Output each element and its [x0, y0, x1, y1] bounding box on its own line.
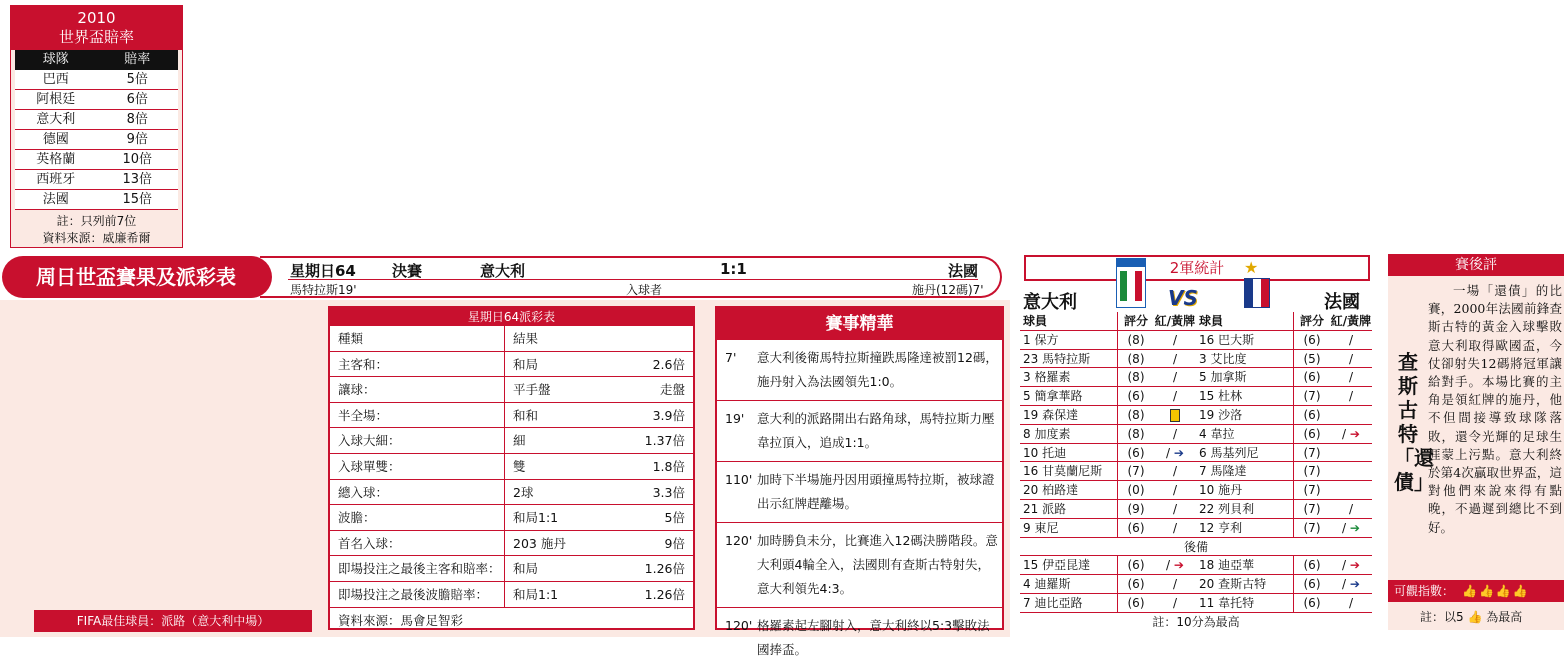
player-row: [1020, 462, 1372, 481]
odds-row: [15, 130, 178, 150]
player-row: [1020, 519, 1372, 538]
stats-note: 註：10分為最高: [1152, 614, 1240, 629]
highlight-text: 意大利的派路開出右路角球，馬特拉斯力壓韋拉頂入，追成1:1。: [757, 411, 995, 450]
player-row: [1020, 575, 1372, 594]
player-cards: /: [1348, 351, 1354, 366]
odds-header: 球隊 賠率: [15, 50, 178, 70]
payout-row: [330, 505, 693, 531]
payout-odds: 1.8倍: [652, 458, 685, 474]
player-name: 12 亨利: [1196, 519, 1294, 537]
payout-type: 即場投注之最後主客和賠率：: [330, 556, 505, 581]
player-cards: [1330, 462, 1372, 480]
player-name: 23 馬特拉斯: [1020, 350, 1118, 368]
player-cards: [1330, 406, 1372, 424]
player-row: [1020, 350, 1372, 369]
away-team: 法國: [948, 262, 979, 280]
player-name: 5 簡拿華路: [1020, 387, 1118, 405]
payout-type: 讓球：: [330, 377, 505, 402]
player-rating: (6): [1127, 558, 1145, 573]
player-rating: (7): [1303, 464, 1321, 479]
payout-type: 首名入球：: [330, 531, 505, 556]
player-rating: (6): [1127, 520, 1145, 535]
player-cards: / ➔: [1166, 445, 1184, 460]
sub-arrow-icon: ➔: [1173, 445, 1184, 460]
player-cards: [1330, 444, 1372, 462]
stats-away-team: 法國: [1324, 292, 1360, 313]
player-rating: (6): [1127, 595, 1145, 610]
highlight-text: 加時勝負未分，比賽進入12碼決勝階段。意大利頭4輪全入，法國則有查斯古特射失，意大利領先4:3。: [757, 533, 998, 596]
rating-thumbs: [1462, 580, 1530, 602]
odds-note: 註：只列前7位 資料來源：威廉希爾: [42, 214, 151, 245]
scorer-label: 入球者: [626, 283, 663, 297]
player-row: [1020, 481, 1372, 500]
payout-result: 和局1:1: [513, 586, 559, 602]
highlight-item: [717, 608, 1002, 668]
payout-odds: 2.6倍: [652, 356, 685, 372]
player-name: 7 迪比亞路: [1020, 594, 1118, 612]
vs-icon: VS: [1168, 286, 1198, 310]
player-name: 15 伊亞昆達: [1020, 556, 1118, 574]
payout-odds: 1.37倍: [644, 433, 685, 449]
player-cards: /: [1348, 332, 1354, 347]
payout-type: 波膽：: [330, 505, 505, 530]
player-cards: /: [1172, 483, 1178, 498]
stats-home-team: 意大利: [1023, 292, 1077, 313]
player-cards: /: [1348, 595, 1354, 610]
italy-crest-icon: [1116, 258, 1146, 308]
payout-odds: 3.9倍: [652, 407, 685, 423]
match-header: [260, 256, 1002, 298]
player-cards: / ➔: [1342, 426, 1360, 441]
highlight-item: [717, 462, 1002, 523]
highlight-text: 加時下半場施丹因用頭撞馬特拉斯，被球證出示紅牌趕離場。: [757, 472, 995, 511]
player-cards: / ➔: [1342, 558, 1360, 573]
score: 1:1: [720, 260, 747, 278]
odds-rows: [11, 70, 182, 210]
odds-team: 阿根廷: [36, 92, 76, 107]
player-rating: (7): [1303, 520, 1321, 535]
odds-row: [15, 70, 178, 90]
player-name: 6 馬基列尼: [1196, 444, 1294, 462]
player-cards: /: [1172, 577, 1178, 592]
payout-odds: 1.26倍: [644, 586, 685, 602]
rating-note: 註：以5 👍 為最高: [1420, 610, 1523, 624]
player-rating: (8): [1127, 407, 1145, 422]
payout-result: 和和: [513, 407, 539, 423]
player-name: 8 加度素: [1020, 425, 1118, 443]
player-cards: /: [1172, 520, 1178, 535]
home-scorer: 馬特拉斯19': [290, 283, 357, 297]
player-name: 3 艾比度: [1196, 350, 1294, 368]
payout-row: [330, 556, 693, 582]
player-name: 4 韋拉: [1196, 425, 1294, 443]
player-rating: (7): [1303, 445, 1321, 460]
payout-odds: 3.3倍: [652, 484, 685, 500]
payout-title: 星期日64派彩表: [330, 308, 693, 326]
player-rating: (6): [1303, 332, 1321, 347]
odds-value: 8倍: [126, 112, 148, 127]
highlight-time: 120': [725, 618, 753, 633]
odds-team: 意大利: [36, 112, 76, 127]
odds-team: 德國: [42, 132, 69, 147]
player-row: [1020, 368, 1372, 387]
player-row: [1020, 331, 1372, 350]
player-rating: (6): [1303, 558, 1321, 573]
highlight-text: 格羅素起左腳射入，意大利終以5:3擊敗法國捧盃。: [757, 618, 990, 657]
home-team: 意大利: [480, 262, 526, 280]
highlight-time: 120': [725, 533, 753, 548]
payout-row: [330, 352, 693, 378]
bench-label: 後備: [1020, 538, 1372, 557]
player-row: [1020, 406, 1372, 425]
player-rating: (6): [1303, 370, 1321, 385]
payout-type: 即場投注之最後波膽賠率：: [330, 582, 505, 607]
odds-box: [10, 5, 183, 248]
thumb-icon: 👍: [1467, 610, 1483, 624]
payout-row: [330, 428, 693, 454]
highlight-item: [717, 523, 1002, 608]
yellow-card-icon: [1170, 409, 1180, 422]
player-rating: (7): [1127, 464, 1145, 479]
sub-arrow-icon: ➔: [1173, 558, 1184, 573]
mvp-banner: FIFA最佳球員：派路（意大利中場）: [34, 610, 312, 632]
player-row: [1020, 594, 1372, 613]
player-name: 10 托迪: [1020, 444, 1118, 462]
player-name: 9 東尼: [1020, 519, 1118, 537]
player-cards: /: [1348, 389, 1354, 404]
player-rating: (6): [1303, 577, 1321, 592]
thumb-icon: 👍: [1478, 584, 1496, 598]
player-cards: /: [1348, 370, 1354, 385]
player-row: [1020, 387, 1372, 406]
player-name: 19 森保達: [1020, 406, 1118, 424]
away-scorer: 施丹(12碼)7': [912, 283, 984, 297]
odds-value: 6倍: [126, 92, 148, 107]
odds-row: [15, 150, 178, 170]
player-name: 1 保方: [1020, 331, 1118, 349]
highlight-item: [717, 401, 1002, 462]
payout-row: [330, 531, 693, 557]
odds-value: 5倍: [126, 72, 148, 87]
highlights-box: [715, 306, 1004, 657]
odds-team: 英格蘭: [36, 152, 76, 167]
review-headline: 查斯古特「還債」: [1394, 350, 1434, 494]
payout-result: 細: [513, 433, 526, 449]
payout-result: 和局: [513, 356, 539, 372]
player-row: [1020, 425, 1372, 444]
sub-arrow-icon: ➔: [1349, 426, 1360, 441]
review-title: 賽後評: [1388, 254, 1564, 276]
player-cards: [1330, 481, 1372, 499]
player-cards: /: [1172, 464, 1178, 479]
player-row: [1020, 500, 1372, 519]
player-rating: (6): [1303, 595, 1321, 610]
odds-row: [15, 190, 178, 210]
player-name: 3 格羅素: [1020, 368, 1118, 386]
highlight-time: 19': [725, 411, 745, 426]
player-rating: (6): [1303, 426, 1321, 441]
player-cards: /: [1172, 426, 1178, 441]
player-cards: /: [1348, 501, 1354, 516]
player-cards: /: [1172, 501, 1178, 516]
payout-type: 總入球：: [330, 480, 505, 505]
player-cards: / ➔: [1166, 558, 1184, 573]
player-rating: (7): [1303, 389, 1321, 404]
player-cards: / ➔: [1342, 520, 1360, 535]
player-name: 21 派路: [1020, 500, 1118, 518]
team-stats: [1020, 254, 1372, 630]
odds-value: 9倍: [126, 132, 148, 147]
payout-odds: 走盤: [659, 382, 685, 398]
thumb-icon: 👍: [1495, 584, 1513, 598]
rating-bar: 可觀指數： 👍👍👍👍: [1388, 580, 1564, 602]
player-rating: (9): [1127, 501, 1145, 516]
sub-arrow-icon: ➔: [1349, 520, 1360, 535]
player-cards: / ➔: [1342, 577, 1360, 592]
payout-result: 203 施丹: [513, 535, 566, 551]
player-row: [1020, 444, 1372, 463]
player-name: 10 施丹: [1196, 481, 1294, 499]
player-name: 16 巴大斯: [1196, 331, 1294, 349]
highlights-title: 賽事精華: [717, 308, 1002, 340]
review-body: 一場「還債」的比賽，2000年法國前鋒查斯古特的黃金入球擊敗意大利取得歐國盃，今仗卻射失12碼將冠軍讓給對手。本場比賽的主角是領紅牌的施丹，他不但間接導致球隊落敗，還令光輝的足球生涯蒙上污點。意大利終於第4次贏取世界盃，這對他們來說來得有點晚，不過遲到總比不到好。: [1428, 283, 1562, 535]
player-name: 11 韋托特: [1196, 594, 1294, 612]
player-name: 5 加拿斯: [1196, 368, 1294, 386]
review-box: [1388, 254, 1564, 630]
odds-row: [15, 170, 178, 190]
highlight-item: [717, 340, 1002, 401]
player-rating: (8): [1127, 426, 1145, 441]
payout-result: 平手盤: [513, 382, 551, 398]
payout-odds: 1.26倍: [644, 561, 685, 577]
payout-header: 種類 結果: [330, 326, 693, 352]
payout-result: 和局: [513, 561, 539, 577]
player-cards: /: [1172, 370, 1178, 385]
odds-row: [15, 90, 178, 110]
player-rating: (6): [1127, 445, 1145, 460]
player-cards: /: [1172, 389, 1178, 404]
player-cards: /: [1172, 351, 1178, 366]
payout-type: 入球單雙：: [330, 454, 505, 479]
player-name: 22 列貝利: [1196, 500, 1294, 518]
payout-result: 雙: [513, 458, 526, 474]
odds-title: 2010 世界盃賠率: [11, 6, 182, 50]
odds-team: 巴西: [42, 72, 69, 87]
odds-row: [15, 110, 178, 130]
player-rating: (8): [1127, 370, 1145, 385]
payout-row: [330, 403, 693, 429]
stats-header: 球員 評分 紅/黃牌 球員 評分 紅/黃牌: [1020, 312, 1372, 331]
player-cards: /: [1172, 332, 1178, 347]
highlight-time: 7': [725, 350, 737, 365]
player-cards: [1154, 406, 1196, 424]
player-rating: (0): [1127, 483, 1145, 498]
star-icon: ★: [1244, 258, 1259, 277]
payout-row: [330, 582, 693, 608]
player-cards: /: [1172, 595, 1178, 610]
player-name: 20 查斯古特: [1196, 575, 1294, 593]
sub-arrow-icon: ➔: [1349, 558, 1360, 573]
payout-result: 和局1:1: [513, 510, 559, 526]
odds-value: 15倍: [122, 192, 153, 207]
player-name: 15 杜林: [1196, 387, 1294, 405]
match-stage: 決賽: [392, 262, 423, 280]
page-title: 周日世盃賽果及派彩表: [2, 256, 272, 298]
france-crest-icon: [1244, 278, 1270, 308]
odds-team: 西班牙: [36, 172, 76, 187]
payout-row: [330, 454, 693, 480]
match-no: 星期日64: [290, 262, 356, 280]
payout-odds: 9倍: [664, 535, 685, 551]
player-rating: (6): [1303, 407, 1321, 422]
player-rating: (5): [1303, 351, 1321, 366]
odds-team: 法國: [42, 192, 69, 207]
thumb-icon: 👍: [1512, 584, 1530, 598]
payout-odds: 5倍: [664, 510, 685, 526]
player-rating: (7): [1303, 501, 1321, 516]
player-name: 16 甘莫蘭尼斯: [1020, 462, 1118, 480]
sub-arrow-icon: ➔: [1349, 577, 1360, 592]
odds-value: 10倍: [122, 152, 153, 167]
payout-source: 資料來源：馬會足智彩: [338, 612, 464, 628]
payout-type: 入球大細：: [330, 428, 505, 453]
player-name: 18 迪亞華: [1196, 556, 1294, 574]
player-rating: (6): [1127, 577, 1145, 592]
payout-row: [330, 480, 693, 506]
payout-type: 半全場：: [330, 403, 505, 428]
player-rating: (8): [1127, 351, 1145, 366]
player-rating: (8): [1127, 332, 1145, 347]
player-name: 7 馬隆達: [1196, 462, 1294, 480]
payout-type: 主客和：: [330, 352, 505, 377]
highlight-time: 110': [725, 472, 753, 487]
player-row: [1020, 556, 1372, 575]
player-rating: (7): [1303, 483, 1321, 498]
thumb-icon: 👍: [1462, 584, 1479, 598]
player-rating: (6): [1127, 389, 1145, 404]
payout-row: [330, 377, 693, 403]
player-name: 4 迪羅斯: [1020, 575, 1118, 593]
stats-title: 2軍統計: [1024, 255, 1370, 281]
payout-table: [328, 306, 695, 630]
player-name: 20 柏路達: [1020, 481, 1118, 499]
highlight-text: 意大利後衛馬特拉斯撞跌馬隆達被罰12碼，施丹射入為法國領先1:0。: [757, 350, 998, 389]
payout-result: 2球: [513, 484, 534, 500]
payout-row: [330, 608, 693, 634]
odds-value: 13倍: [122, 172, 153, 187]
player-name: 19 沙洛: [1196, 406, 1294, 424]
